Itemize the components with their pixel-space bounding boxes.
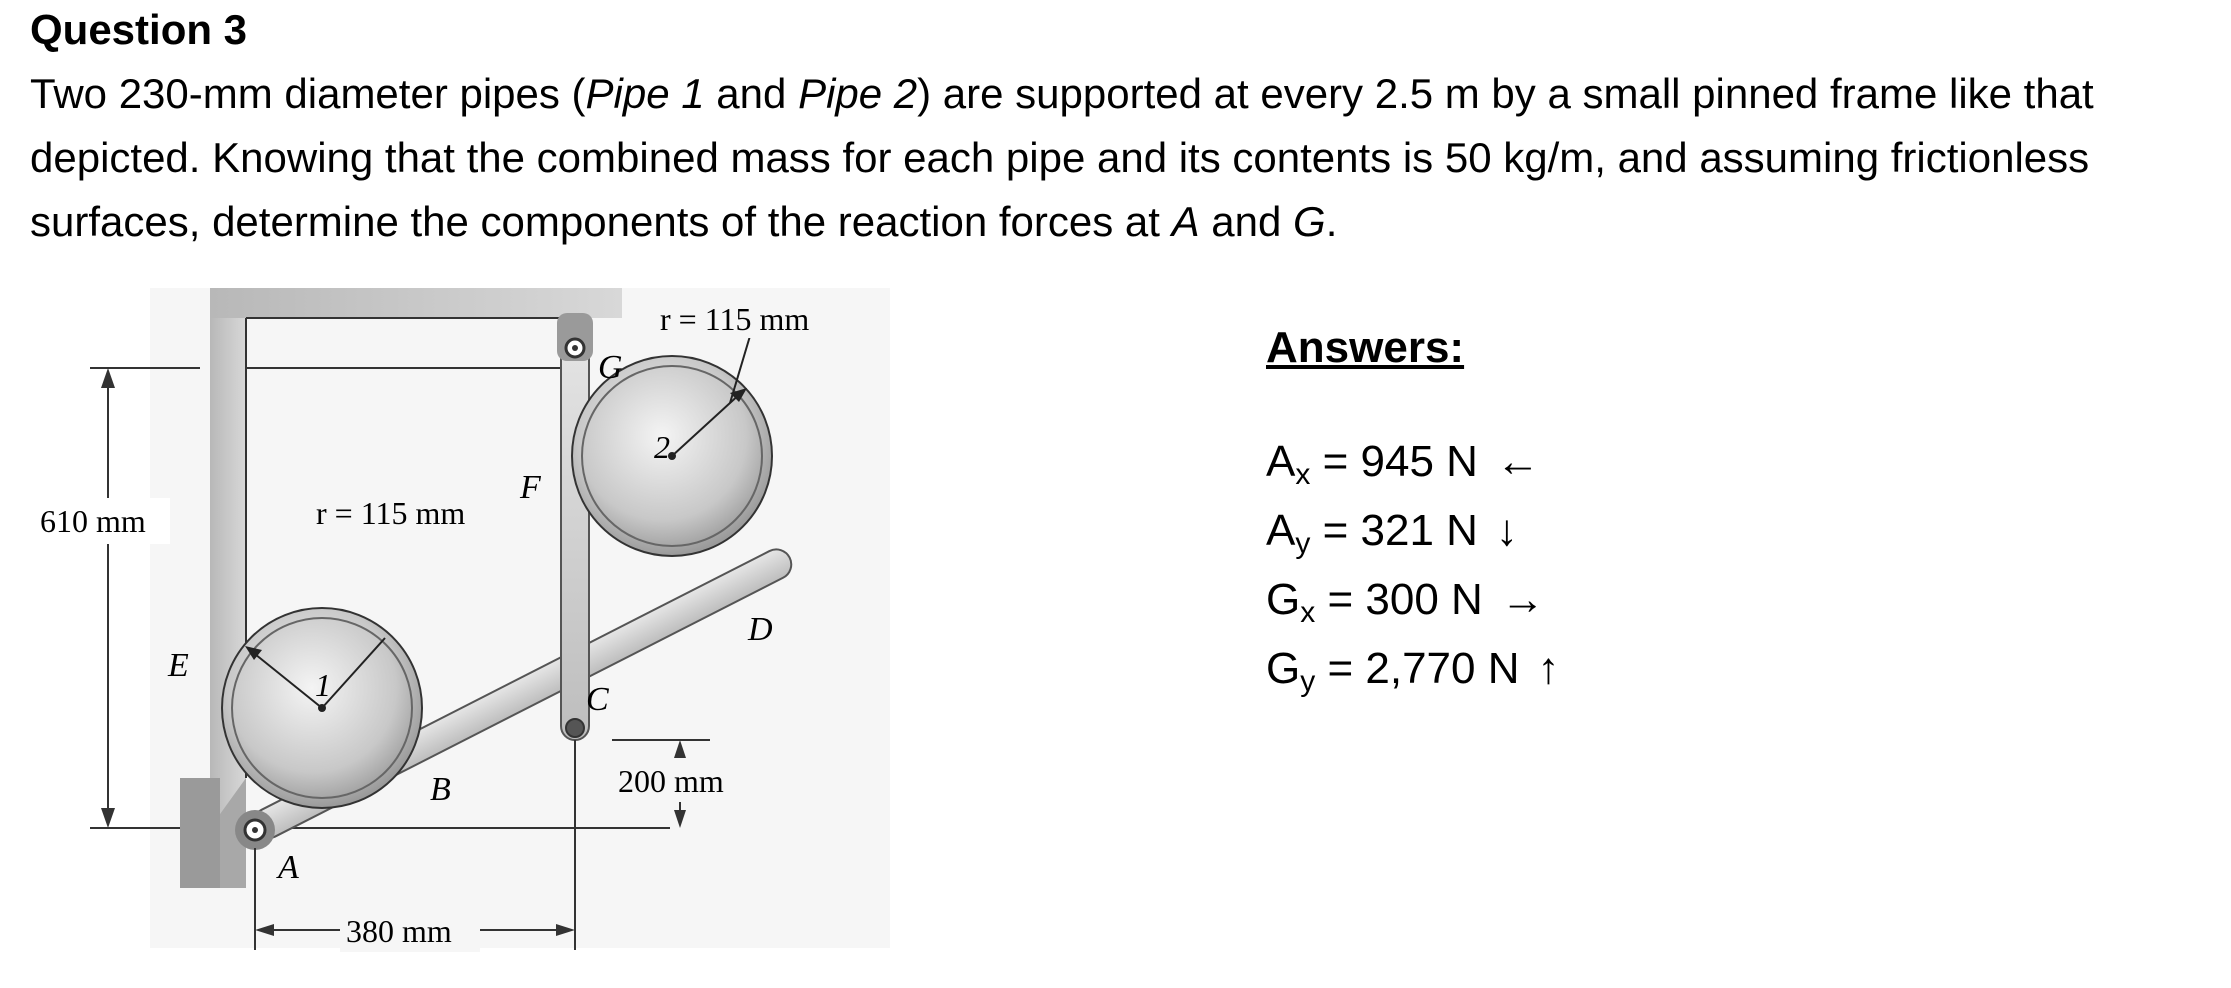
answer-subscript: x — [1300, 596, 1316, 629]
question-title: Question 3 — [30, 6, 248, 53]
answer-symbol: G — [1266, 644, 1301, 693]
arrow-head — [101, 368, 115, 388]
arrow-down-icon: ↓ — [1495, 506, 1518, 555]
answer-row — [1266, 568, 1560, 637]
answer-row — [1266, 637, 1560, 706]
label-pipe-1: 1 — [315, 667, 331, 703]
answers-panel — [1266, 316, 1560, 706]
label-a: A — [278, 849, 299, 886]
question-text-part: ) are supported at every 2.5 m by a small pinned frame like that depicted. Knowing that the combined mass for each pipe and its contents is 50 kg/m, and assuming frictionless surfaces, determine the components of the reaction forces at — [30, 70, 2094, 245]
dim-380-label: 380 mm — [346, 913, 452, 949]
pin-a-center — [252, 827, 258, 833]
answer-symbol: A — [1266, 437, 1296, 486]
arrow-head — [101, 808, 115, 828]
arrow-left-icon: ← — [1495, 437, 1540, 486]
label-pipe-2: 2 — [654, 429, 670, 465]
question-text — [30, 62, 2200, 254]
answer-symbol: A — [1266, 506, 1296, 555]
answer-symbol: G — [1266, 575, 1301, 624]
label-e: E — [168, 647, 189, 684]
label-c: C — [586, 681, 609, 718]
radius-left-label: r = 115 mm — [316, 495, 466, 531]
question-text-part: Two 230-mm diameter pipes ( — [30, 70, 586, 117]
frame-diagram — [30, 278, 900, 968]
answer-subscript: y — [1300, 665, 1316, 698]
arrow-right-icon: → — [1500, 575, 1545, 624]
label-d: D — [748, 611, 773, 648]
base-plate — [180, 778, 220, 888]
question-text-part: and — [704, 70, 799, 117]
answer-value: = 321 N — [1310, 506, 1478, 555]
dim-610-label: 610 mm — [40, 503, 146, 539]
answer-value: = 300 N — [1315, 575, 1483, 624]
answer-row — [1266, 499, 1560, 568]
answer-row — [1266, 430, 1560, 499]
question-text-part: . — [1325, 198, 1338, 245]
answer-subscript: y — [1295, 527, 1311, 560]
label-f: F — [520, 469, 541, 506]
pin-c — [566, 719, 584, 737]
answer-subscript: x — [1295, 458, 1311, 491]
arrow-up-icon: ↑ — [1537, 644, 1560, 693]
pipe1-name: Pipe 1 — [585, 70, 705, 117]
point-g-name: G — [1293, 198, 1326, 245]
answers-heading: Answers: — [1266, 323, 1465, 372]
label-b: B — [430, 771, 451, 808]
member-f — [561, 318, 589, 740]
pin-g-center — [572, 345, 578, 351]
ceiling-wall — [210, 288, 622, 318]
answer-value: = 945 N — [1310, 437, 1478, 486]
pipe2-name: Pipe 2 — [798, 70, 918, 117]
answer-value: = 2,770 N — [1315, 644, 1520, 693]
dim-200-label: 200 mm — [618, 763, 724, 799]
label-g: G — [598, 349, 623, 386]
point-a-name: A — [1171, 198, 1200, 245]
question-text-part: and — [1199, 198, 1294, 245]
radius-top-label: r = 115 mm — [660, 301, 810, 337]
